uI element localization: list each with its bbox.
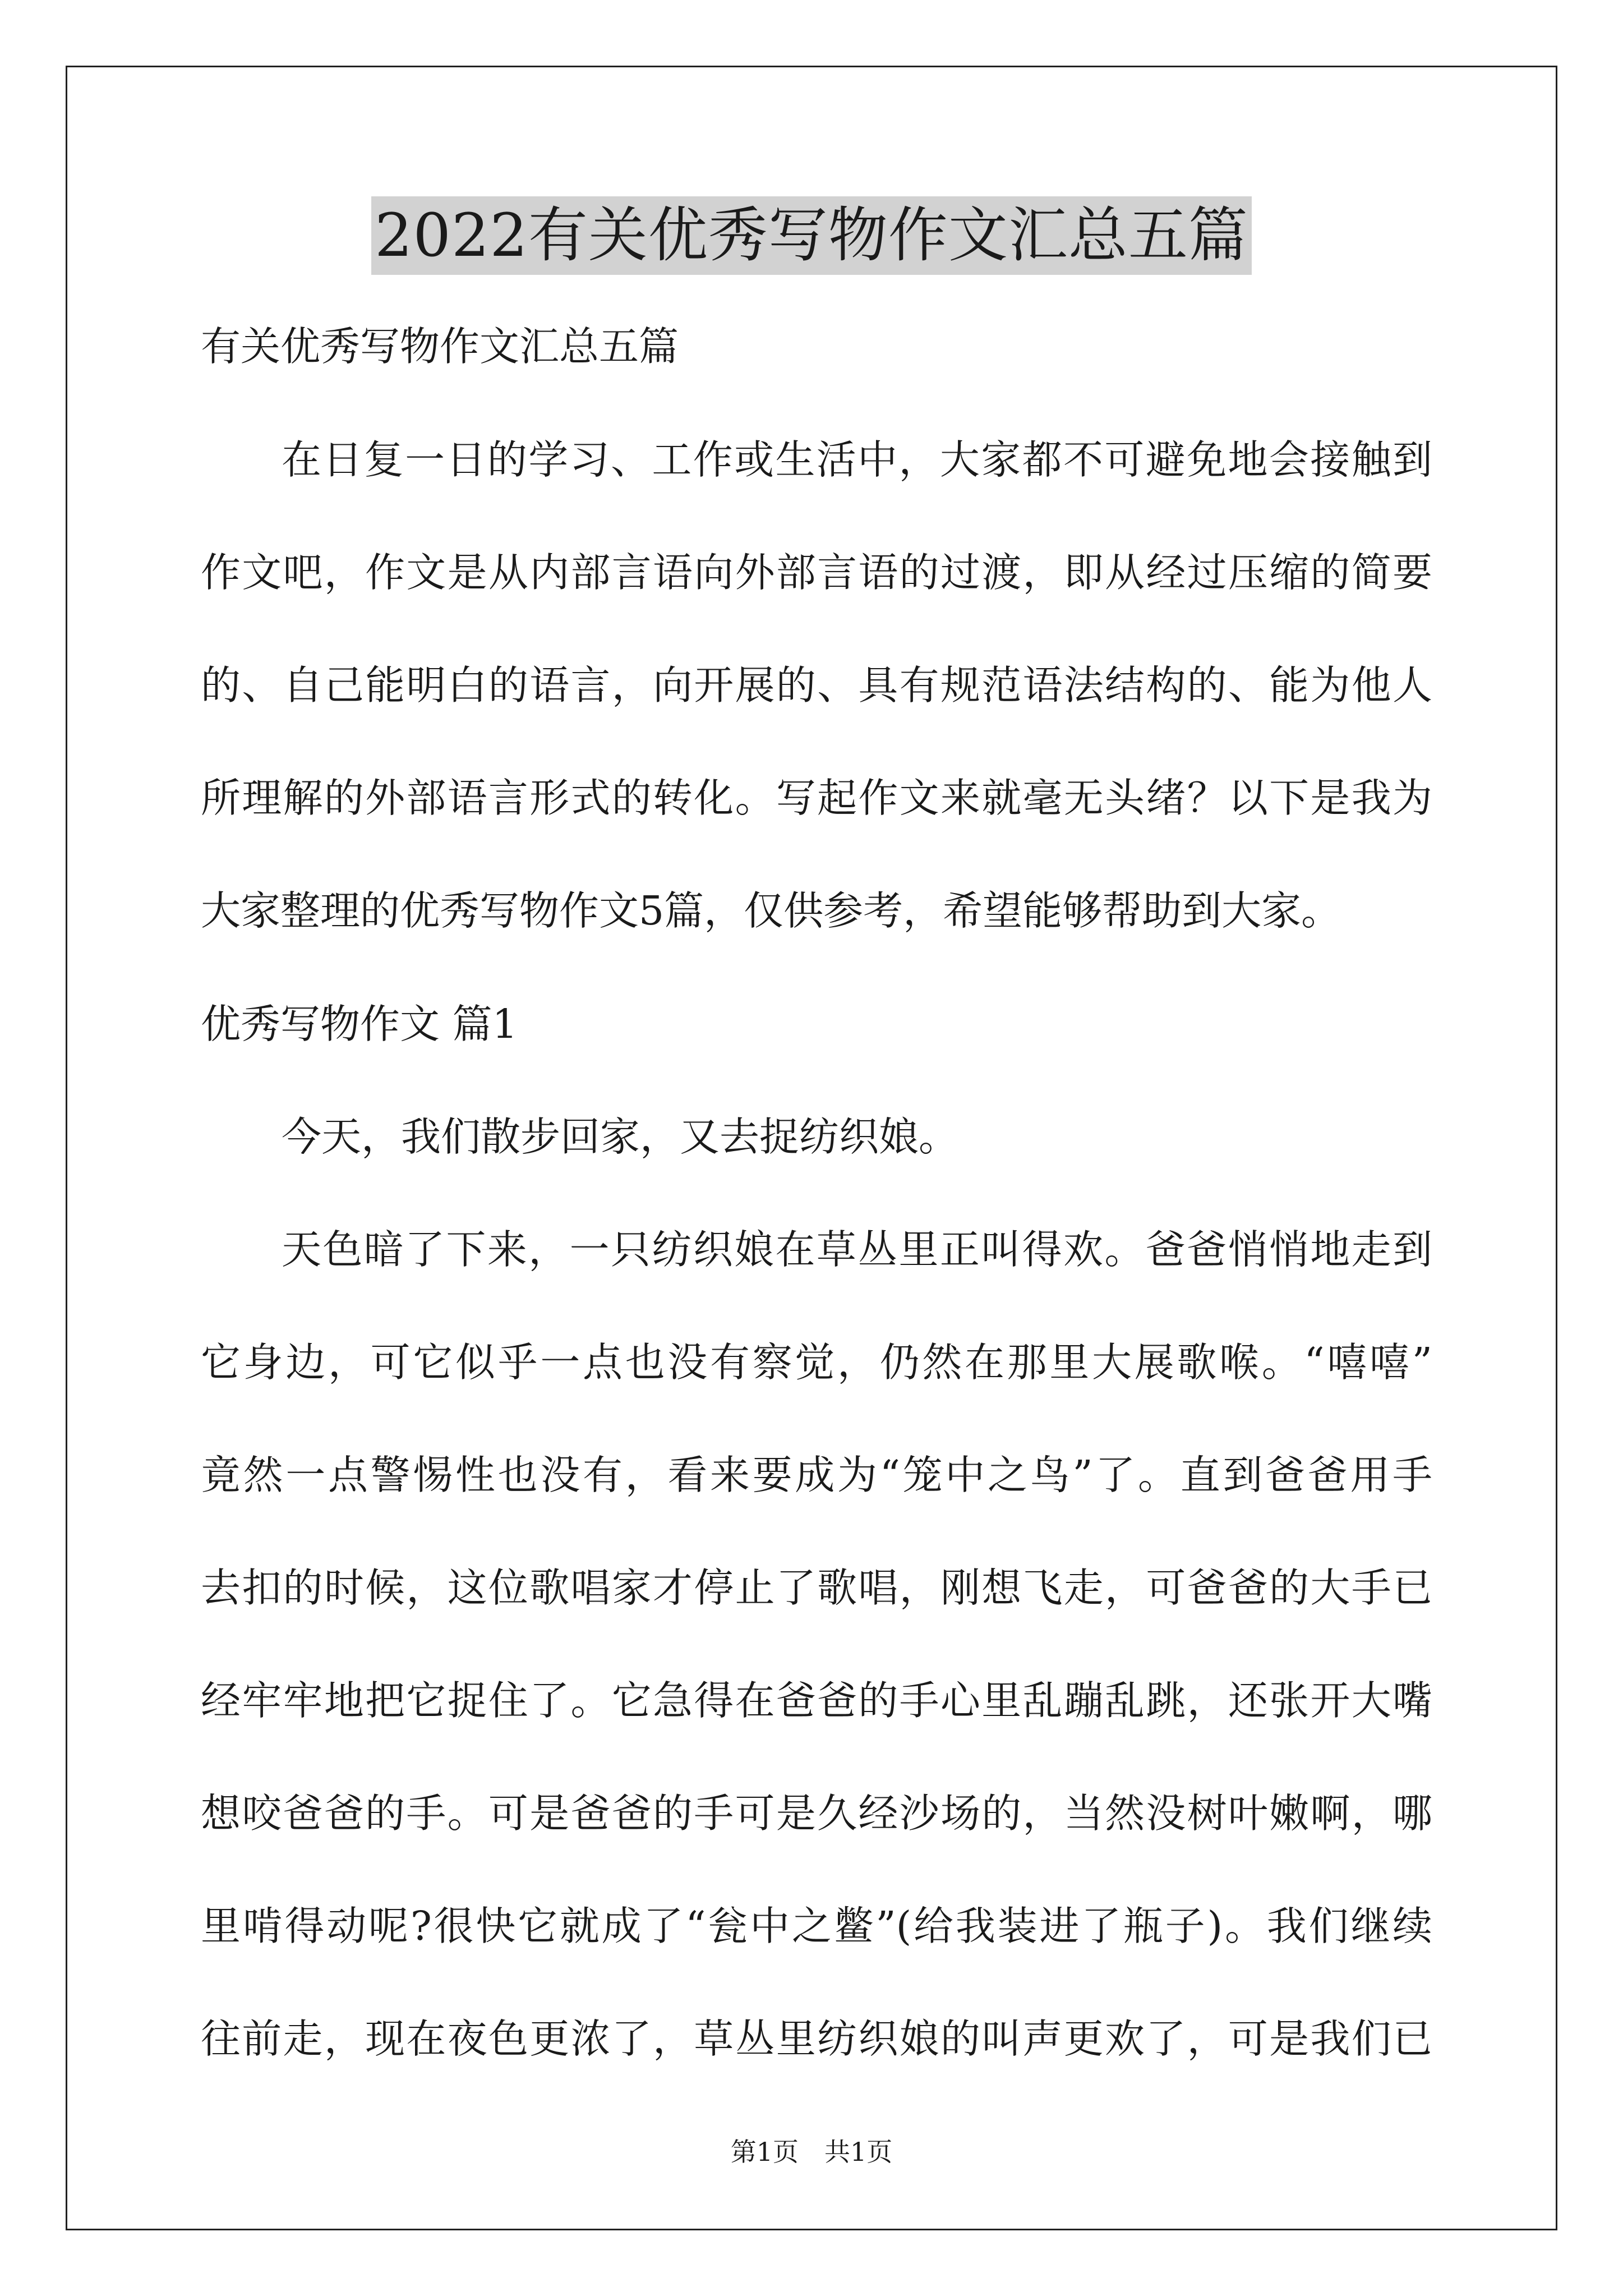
document-title: 2022有关优秀写物作文汇总五篇 [371, 196, 1252, 275]
section-line: 去扣的时候，这位歌唱家才停止了歌唱，刚想飞走，可爸爸的大手已 [201, 1565, 1432, 1611]
intro-line: 的、自己能明白的语言，向开展的、具有规范语法结构的、能为他人 [201, 662, 1432, 708]
section-line: 天色暗了下来，一只纺织娘在草丛里正叫得欢。爸爸悄悄地走到 [282, 1226, 1432, 1273]
intro-line: 在日复一日的学习、工作或生活中，大家都不可避免地会接触到 [282, 436, 1432, 483]
section-paragraph: 今天，我们散步回家，又去捉纺织娘。 [282, 1114, 959, 1160]
section-line: 里啃得动呢?很快它就成了“瓮中之鳖”(给我装进了瓶子)。我们继续 [201, 1903, 1432, 1949]
section-line: 想咬爸爸的手。可是爸爸的手可是久经沙场的，当然没树叶嫩啊，哪 [201, 1790, 1432, 1837]
title-block [0, 196, 1623, 275]
section-heading: 优秀写物作文 篇1 [201, 1001, 518, 1047]
section-line: 经牢牢地把它捉住了。它急得在爸爸的手心里乱蹦乱跳，还张开大嘴 [201, 1677, 1432, 1724]
section-line: 它身边，可它似乎一点也没有察觉，仍然在那里大展歌喉。“嘻嘻” [201, 1339, 1432, 1386]
intro-line: 大家整理的优秀写物作文5篇，仅供参考，希望能够帮助到大家。 [201, 887, 1341, 934]
subtitle: 有关优秀写物作文汇总五篇 [201, 323, 679, 370]
section-line: 竟然一点警惕性也没有，看来要成为“笼中之鸟”了。直到爸爸用手 [201, 1452, 1432, 1498]
intro-line: 所理解的外部语言形式的转化。写起作文来就毫无头绪？以下是我为 [201, 775, 1432, 821]
page-number: 第1页 共1页 [730, 2137, 893, 2167]
section-line: 往前走，现在夜色更浓了，草丛里纺织娘的叫声更欢了，可是我们已 [201, 2016, 1432, 2062]
intro-line: 作文吧，作文是从内部言语向外部言语的过渡，即从经过压缩的简要 [201, 549, 1432, 596]
